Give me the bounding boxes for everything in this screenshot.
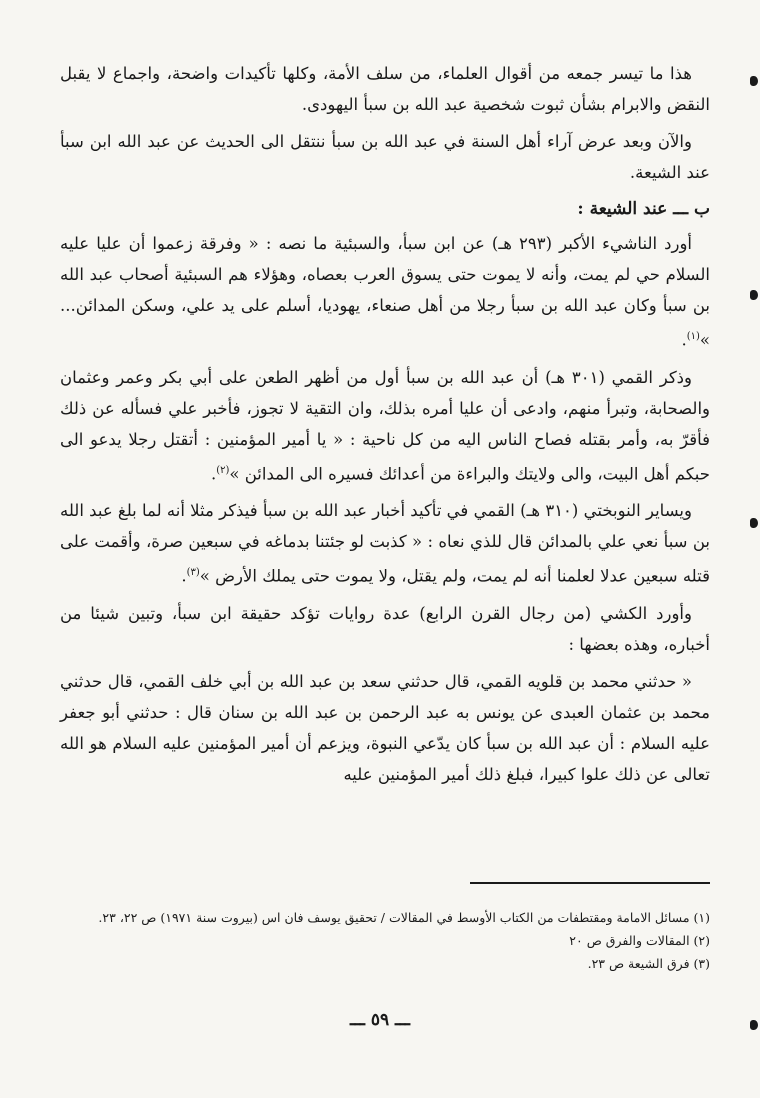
footnotes	[60, 906, 710, 975]
paragraph-text: ويساير النوبختي (٣١٠ هـ) القمي في تأكيد أخبار عبد الله بن سبأ فيذكر مثلا أنه لما بلغ عبد الله بن سبأ نعي علي بالمدائن قال للذي نعاه : « كذبت لو جئتنا بدماغه في سبعين صرة، وأقمت على قتله سبعين عدلا لعلمنا أنه لم يمت، ولم يقتل، ولا يموت حتى يملك الأرض »	[60, 501, 710, 586]
paragraph-nawbakhti: ويساير النوبختي (٣١٠ هـ) القمي في تأكيد أخبار عبد الله بن سبأ فيذكر مثلا أنه لما بلغ عبد الله بن سبأ نعي علي بالمدائن قال للذي نعاه : « كذبت لو جئتنا بدماغه في سبعين صرة، وأقمت على قتله سبعين عدلا لعلمنا أنه لم يمت، ولم يقتل، ولا يموت حتى يملك الأرض »$^{(٣)}$.	[60, 501, 710, 586]
binding-mark	[750, 1020, 758, 1030]
intro-paragraph-1: هذا ما تيسر جمعه من أقوال العلماء، من سلف الأمة، وكلها تأكيدات واضحة، واجماع لا يقبل النقض والابرام بشأن ثبوت شخصية عبد الله بن سبأ اليهودى.	[60, 64, 710, 114]
footnote-ref-2: (٢)	[216, 464, 230, 476]
paragraph-nashi: أورد الناشيء الأكبر (٢٩٣ هـ) عن ابن سبأ، والسبئية ما نصه : « وفرقة زعموا أن عليا عليه السلام حي لم يمت، وأنه لا يموت حتى يسوق العرب بعصاه، وهؤلاء هم السبئية أصحاب عبد الله بن سبأ وكان عبد الله بن سبأ رجلا من أهل صنعاء، يهوديا، أسلم على يد علي، وسكن المدائن... »$^{(١)}$.	[60, 234, 710, 350]
page-body	[60, 58, 710, 796]
footnote-ref-1: (١)	[686, 331, 700, 342]
intro-paragraph-2: والآن وبعد عرض آراء أهل السنة في عبد الله بن سبأ ننتقل الى الحديث عن عبد الله ابن سبأ عند الشيعة.	[60, 132, 710, 182]
footnote-1: (١) مسائل الامامة ومقتطفات من الكتاب الأوسط في المقالات / تحقيق يوسف فان اس (بيروت سنة ١٩٧١) ص ٢٢، ٢٣.	[98, 910, 710, 925]
paragraph-text: وذكر القمي (٣٠١ هـ) أن عبد الله بن سبأ أول من أظهر الطعن على أبي بكر وعمر وعثمان والصحابة، وتبرأ منهم، وادعى أن عليا أمره بذلك، وان التقية لا تجوز، فأخبر علي فسأله عن ذلك فأقرّ به، وأمر بقتله فصاح الناس اليه من كل ناحية : « يا أمير المؤمنين : أتقتل رجلا يدعو الى حبكم أهل البيت، والى ولايتك والبراءة من أعدائك فسيره الى المدائن »	[60, 367, 710, 483]
footnote-3: (٣) فرق الشيعة ص ٢٣.	[587, 956, 710, 971]
section-heading: ب ـــ عند الشيعة :	[577, 199, 710, 219]
binding-mark	[750, 76, 758, 86]
paragraph-kashshi: وأورد الكشي (من رجال القرن الرابع) عدة روايات تؤكد حقيقة ابن سبأ، وتبين شيئا من أخباره، وهذه بعضها :	[60, 603, 710, 654]
binding-mark	[750, 290, 758, 300]
footnote-ref-3: (٣)	[186, 567, 200, 578]
paragraph-text: أورد الناشيء الأكبر (٢٩٣ هـ) عن ابن سبأ، والسبئية ما نصه : « وفرقة زعموا أن عليا عليه السلام حي لم يمت، وأنه لا يموت حتى يسوق العرب بعصاه، وهؤلاء هم السبئية أصحاب عبد الله بن سبأ وكان عبد الله بن سبأ رجلا من أهل صنعاء، يهوديا، أسلم على يد علي، وسكن المدائن... »	[60, 234, 710, 350]
page-number: ـــ ٥٩ ـــ	[349, 1010, 410, 1030]
footnote-divider	[470, 882, 710, 884]
paragraph-qummi: وذكر القمي (٣٠١ هـ) أن عبد الله بن سبأ أول من أظهر الطعن على أبي بكر وعمر وعثمان والصحابة، وتبرأ منهم، وادعى أن عليا أمره بذلك، وان التقية لا تجوز، فأخبر علي فسأله عن ذلك فأقرّ به، وأمر بقتله فصاح الناس اليه من كل ناحية : « يا أمير المؤمنين : أتقتل رجلا يدعو الى حبكم أهل البيت، والى ولايتك والبراءة من أعدائك فسيره الى المدائن »$^{(٢)}$.	[60, 367, 710, 483]
paragraph-quote: « حدثني محمد بن قلويه القمي، قال حدثني سعد بن عبد الله بن أبي خلف القمي، قال حدثني محمد بن عثمان العبدى عن يونس به عبد الرحمن بن عبد الله بن سنان قال : حدثني أبو جعفر عليه السلام : أن عبد الله بن سبأ كان يدّعي النبوة، ويزعم أن أمير المؤمنين عليه السلام هو الله تعالى عن ذلك علوا كبيرا، فبلغ ذلك أمير المؤمنين عليه	[60, 671, 710, 784]
footnote-2: (٢) المقالات والفرق ص ٢٠	[569, 933, 710, 948]
binding-mark	[750, 518, 758, 528]
